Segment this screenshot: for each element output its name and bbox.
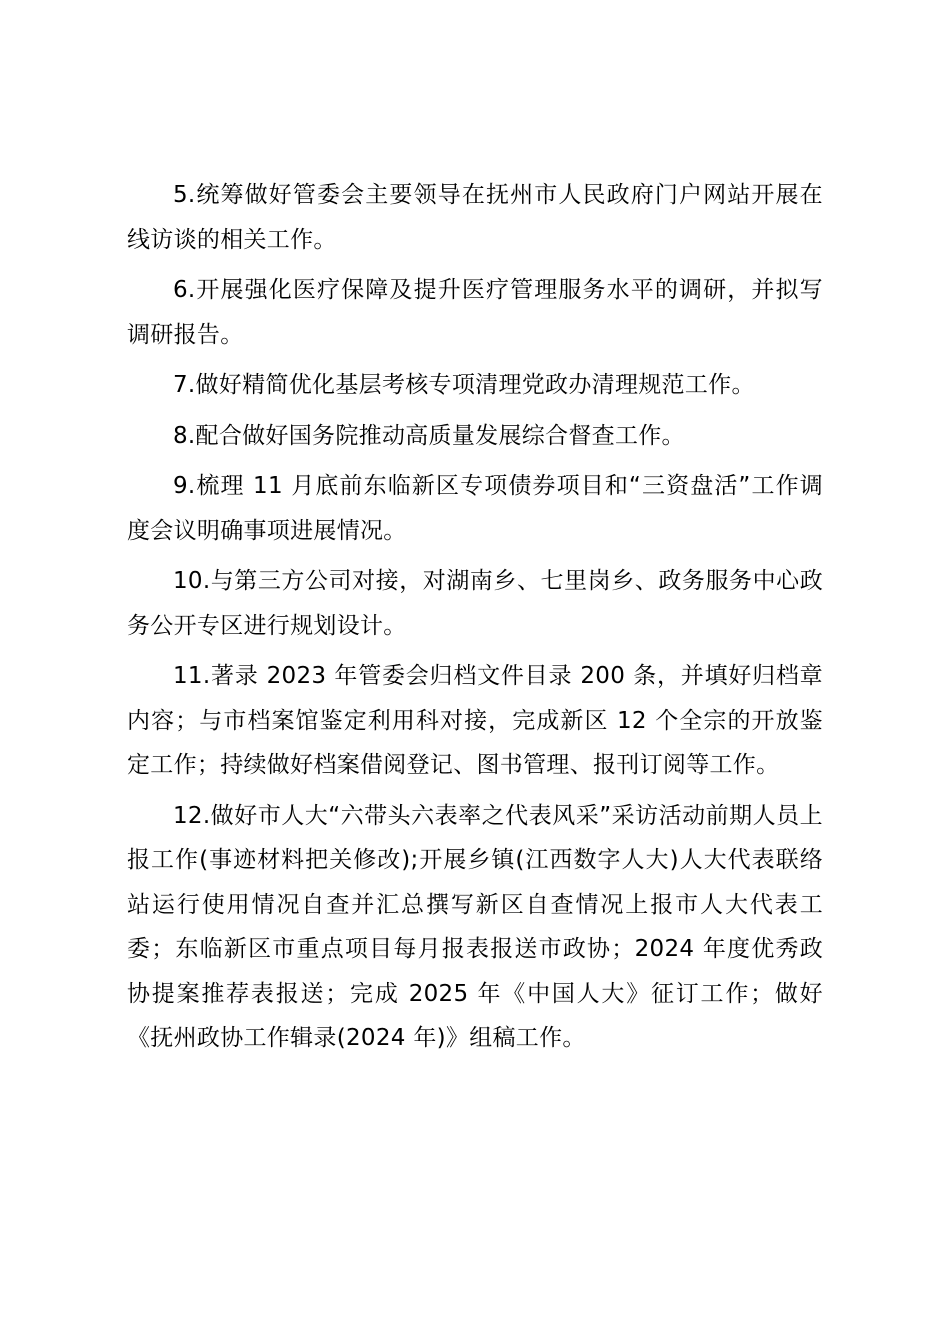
paragraph-item-10: 10.与第三方公司对接，对湖南乡、七里岗乡、政务服务中心政务公开专区进行规划设计。 bbox=[127, 568, 823, 639]
paragraph-item-5: 5.统筹做好管委会主要领导在抚州市人民政府门户网站开展在线访谈的相关工作。 bbox=[127, 182, 823, 253]
paragraph-item-6: 6.开展强化医疗保障及提升医疗管理服务水平的调研，并拟写调研报告。 bbox=[127, 277, 823, 348]
paragraph-item-11: 11.著录 2023 年管委会归档文件目录 200 条，并填好归档章内容；与市档案馆鉴定利用科对接，完成新区 12 个全宗的开放鉴定工作；持续做好档案借阅登记、图书管理、报刊订阅等工作。 bbox=[127, 663, 823, 778]
paragraph-item-8: 8.配合做好国务院推动高质量发展综合督查工作。 bbox=[173, 422, 685, 449]
paragraph-item-12: 12.做好市人大“六带头六表率之代表风采”采访活动前期人员上报工作(事迹材料把关修改);开展乡镇(江西数字人大)人大代表联络站运行使用情况自查并汇总撰写新区自查情况上报市人大代表工委；东临新区市重点项目每月报表报送市政协；2024 年度优秀政协提案推荐表报送；完成 2025 年《中国人大》征订工作；做好《抚州政协工作辑录(2024 年)》组稿工作。 bbox=[127, 802, 823, 1051]
paragraph-item-7: 7.做好精简优化基层考核专项清理党政办清理规范工作。 bbox=[173, 372, 755, 398]
paragraph-item-9: 9.梳理 11 月底前东临新区专项债券项目和“三资盘活”工作调度会议明确事项进展情况。 bbox=[127, 473, 823, 544]
document-body bbox=[127, 173, 823, 1067]
